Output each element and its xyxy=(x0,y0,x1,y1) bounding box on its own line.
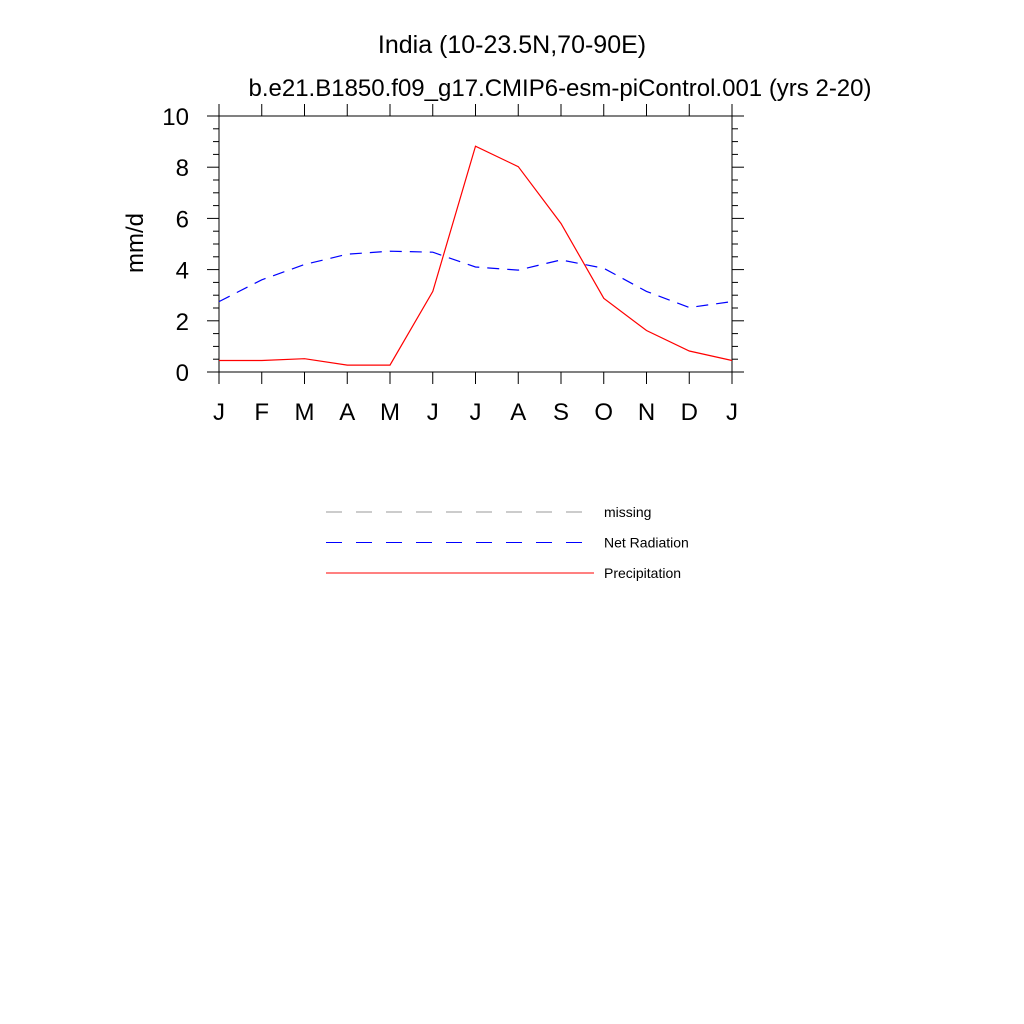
x-tick-label: J xyxy=(469,399,482,426)
legend-label: missing xyxy=(604,504,652,520)
y-axis-label: mm/d xyxy=(122,213,149,273)
plot-frame xyxy=(219,116,732,372)
legend xyxy=(326,504,689,581)
chart-title: India (10-23.5N,70-90E) xyxy=(377,31,647,59)
tick-labels xyxy=(162,104,738,426)
legend-label: Precipitation xyxy=(604,565,682,581)
x-tick-label: J xyxy=(426,399,439,426)
x-tick-label: F xyxy=(254,399,270,426)
y-tick-label: 6 xyxy=(175,206,189,234)
series-line-precipitation xyxy=(219,146,732,365)
y-tick-label: 10 xyxy=(162,104,189,131)
series-line-net-radiation xyxy=(219,251,732,307)
y-tick-label: 8 xyxy=(175,155,189,183)
x-tick-label: M xyxy=(380,399,400,426)
x-tick-label: N xyxy=(637,399,656,426)
x-tick-label: M xyxy=(294,399,315,426)
x-tick-label: J xyxy=(726,399,738,426)
y-tick-label: 2 xyxy=(175,308,189,336)
y-tick-label: 4 xyxy=(175,257,189,285)
x-tick-label: A xyxy=(510,399,527,426)
chart-subtitle: b.e21.B1850.f09_g17.CMIP6-esm-piControl.001 (yrs 2-20) xyxy=(248,75,872,102)
x-tick-label: O xyxy=(594,399,614,426)
x-tick-label: D xyxy=(680,399,698,426)
series-lines xyxy=(219,146,732,365)
y-tick-label: 0 xyxy=(175,360,189,387)
x-tick-label: S xyxy=(552,399,570,426)
x-tick-label: A xyxy=(339,399,356,426)
x-tick-label: J xyxy=(213,399,225,426)
legend-label: Net Radiation xyxy=(604,534,689,551)
